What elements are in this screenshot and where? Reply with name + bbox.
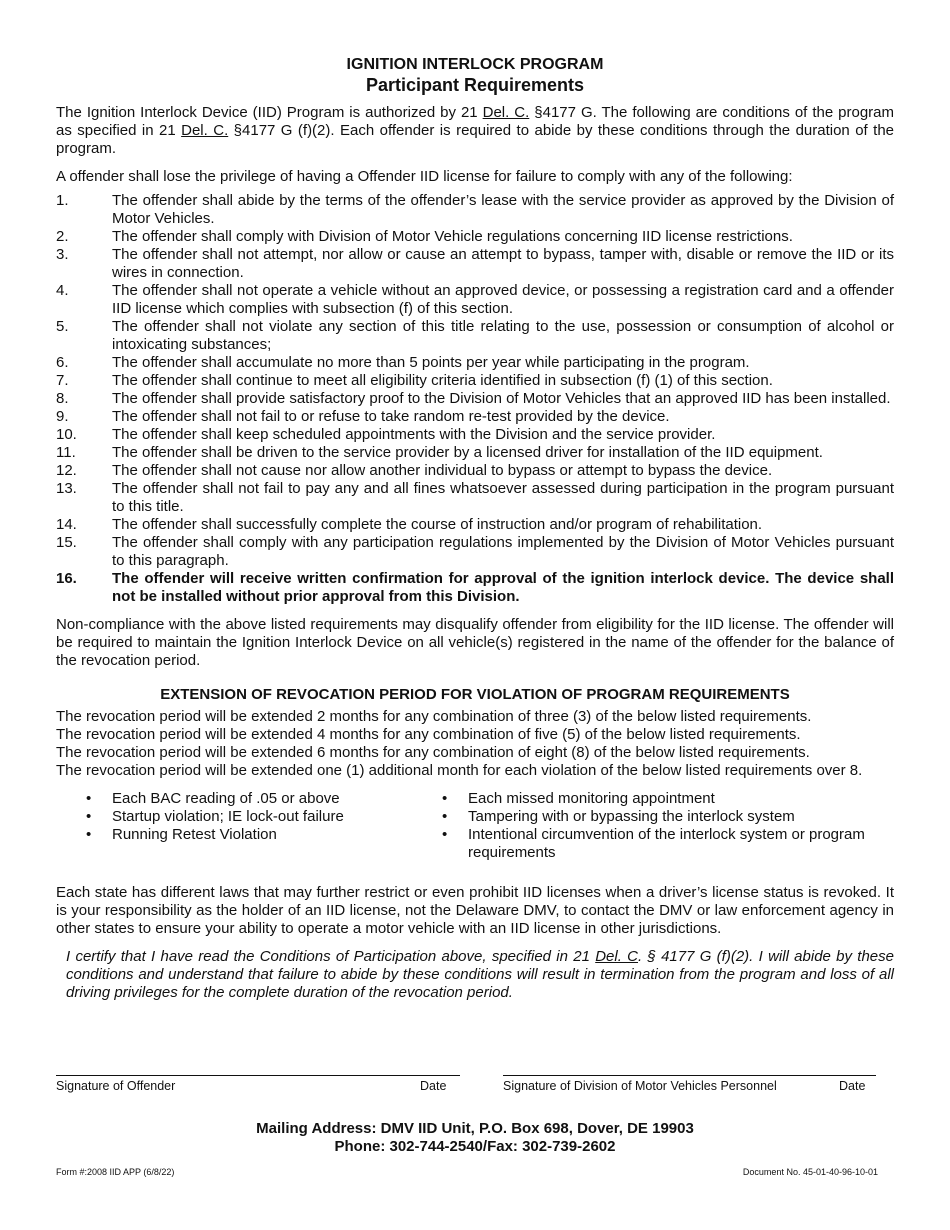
- requirement-item: [56, 228, 894, 246]
- requirement-number: 16.: [56, 570, 77, 587]
- requirement-number: 4.: [56, 282, 69, 299]
- intro-text-3: §4177 G (f)(2). Each offender is required to abide by these conditions through the duration of the program.: [56, 122, 894, 157]
- requirement-number: 1.: [56, 192, 69, 209]
- requirement-item: [56, 534, 894, 570]
- requirement-number: 11.: [56, 444, 76, 461]
- violation-item: • Startup violation; IE lock-out failure: [56, 808, 412, 826]
- extension-line: The revocation period will be extended 4 months for any combination of five (5) of the below listed requirements.: [56, 726, 801, 743]
- citation-del-c-2: Del. C.: [181, 122, 229, 139]
- violation-list-right: [412, 790, 894, 862]
- requirement-item: [56, 570, 894, 606]
- requirement-item: [56, 444, 894, 462]
- extension-line: The revocation period will be extended 6 months for any combination of eight (8) of the below listed requirements.: [56, 744, 810, 761]
- requirement-number: 12.: [56, 462, 77, 479]
- requirement-text: The offender shall successfully complete the course of instruction and/or program of rehabilitation.: [112, 516, 763, 533]
- form-number: Form #:2008 IID APP (6/8/22): [56, 1167, 175, 1177]
- requirement-item: [56, 318, 894, 354]
- requirement-item: [56, 426, 894, 444]
- requirement-item: [56, 408, 894, 426]
- requirement-text: The offender shall keep scheduled appointments with the Division and the service provider.: [112, 426, 716, 443]
- requirement-item: [56, 516, 894, 534]
- violation-item: • Each BAC reading of .05 or above: [56, 790, 412, 808]
- violation-item: • Running Retest Violation: [56, 826, 412, 844]
- offender-signature-label: Signature of Offender: [56, 1079, 176, 1093]
- requirement-number: 8.: [56, 390, 69, 407]
- intro-text-2: §4177 G. The following are conditions of the program as specified in 21: [56, 104, 895, 139]
- requirement-number: 14.: [56, 516, 77, 533]
- requirement-text: The offender shall not fail to or refuse to take random re-test provided by the device.: [112, 408, 670, 425]
- requirement-number: 9.: [56, 408, 69, 425]
- violation-bullets: [56, 790, 894, 862]
- requirement-text: The offender shall not attempt, nor allow or cause an attempt to bypass, tamper with, disable or remove the IID or its wires in connection.: [112, 246, 894, 281]
- signature-row: [56, 1075, 876, 1095]
- requirement-text: The offender shall comply with any participation regulations implemented by the Division of Motor Vehicles pursuant to this paragraph.: [112, 534, 894, 569]
- requirement-text: The offender shall not cause nor allow another individual to bypass or attempt to bypass the device.: [112, 462, 773, 479]
- requirement-text: The offender shall not fail to pay any and all fines whatsoever assessed during participation in the program pursuant to this title.: [112, 480, 894, 515]
- requirement-number: 5.: [56, 318, 69, 335]
- requirement-text: The offender shall be driven to the service provider by a licensed driver for installation of the IID equipment.: [112, 444, 823, 461]
- requirement-text: The offender shall provide satisfactory proof to the Division of Motor Vehicles that an approved IID has been installed.: [112, 390, 891, 407]
- extension-lines: [56, 708, 894, 780]
- dmv-signature-line[interactable]: [503, 1075, 876, 1076]
- requirement-text: The offender shall continue to meet all eligibility criteria identified in subsection (f) (1) of this section.: [112, 372, 773, 389]
- lose-privilege-paragraph: A offender shall lose the privilege of having a Offender IID license for failure to comply with any of the following:: [56, 168, 793, 185]
- extension-line: The revocation period will be extended one (1) additional month for each violation of the below listed requirements over 8.: [56, 762, 863, 779]
- requirement-text: The offender shall abide by the terms of the offender’s lease with the service provider as approved by the Division of Motor Vehicles.: [112, 192, 894, 227]
- state-laws-paragraph: Each state has different laws that may further restrict or even prohibit IID licenses when a driver’s license status is revoked. It is your responsibility as the holder of an IID license, not the Delaware DMV, to contact the DMV or law enforcement agency in other states to ensure your ability to operate a motor vehicle with an IID license in other jurisdictions.: [56, 884, 894, 937]
- extension-line: The revocation period will be extended 2 months for any combination of three (3) of the below listed requirements.: [56, 708, 812, 725]
- page-subtitle: Participant Requirements: [365, 75, 585, 95]
- intro-text-1: The Ignition Interlock Device (IID) Program is authorized by 21: [56, 104, 483, 121]
- requirement-text: The offender shall comply with Division of Motor Vehicle regulations concerning IID license restrictions.: [112, 228, 793, 245]
- requirement-number: 13.: [56, 480, 77, 497]
- requirements-list: [56, 192, 894, 606]
- requirement-number: 10.: [56, 426, 77, 443]
- page-title: IGNITION INTERLOCK PROGRAM: [346, 56, 604, 73]
- requirement-item: [56, 480, 894, 516]
- requirement-item: [56, 372, 894, 390]
- requirement-item: [56, 354, 894, 372]
- certification-text-1: I certify that I have read the Conditions of Participation above, specified in 21: [66, 948, 596, 965]
- document-number: Document No. 45-01-40-96-10-01: [742, 1167, 878, 1177]
- certification-statement: [66, 948, 894, 1002]
- requirement-text: The offender shall not operate a vehicle without an approved device, or possessing a registration card and a offender IID license which complies with subsection (f) of this section.: [112, 282, 894, 317]
- offender-signature-line[interactable]: [56, 1075, 460, 1076]
- violation-item: • Tampering with or bypassing the interlock system: [412, 808, 894, 826]
- requirement-number: 15.: [56, 534, 77, 551]
- requirement-text: The offender will receive written confirmation for approval of the ignition interlock device. The device shall not be installed without prior approval from this Division.: [112, 570, 894, 605]
- requirement-text: The offender shall accumulate no more than 5 points per year while participating in the program.: [112, 354, 750, 371]
- requirement-number: 3.: [56, 246, 69, 263]
- violation-item: • Intentional circumvention of the interlock system or program requirements: [412, 826, 894, 862]
- certification-text-2: . § 4177 G (f)(2). I will abide by these conditions and understand that failure to abide by these conditions will result in termination from the program and loss of all driving privileges for the complete duration of the revocation period.: [66, 948, 894, 1001]
- mailing-address: Mailing Address: DMV IID Unit, P.O. Box 698, Dover, DE 19903: [256, 1120, 694, 1137]
- requirement-item: [56, 246, 894, 282]
- requirement-text: The offender shall not violate any section of this title relating to the use, possession or consumption of alcohol or intoxicating substances;: [112, 318, 894, 353]
- violation-list-left: [56, 790, 412, 862]
- dmv-signature-label: Signature of Division of Motor Vehicles Personnel: [503, 1079, 777, 1093]
- requirement-item: [56, 282, 894, 318]
- offender-date-label: Date: [420, 1079, 447, 1093]
- extension-heading: EXTENSION OF REVOCATION PERIOD FOR VIOLATION OF PROGRAM REQUIREMENTS: [160, 686, 790, 703]
- dmv-date-label: Date: [839, 1079, 866, 1093]
- requirement-item: [56, 192, 894, 228]
- intro-paragraph: [56, 104, 894, 158]
- document-page: [56, 55, 894, 1002]
- requirement-item: [56, 390, 894, 408]
- citation-del-c-1: Del. C.: [482, 104, 530, 121]
- requirement-number: 2.: [56, 228, 69, 245]
- citation-del-c-3: Del. C: [595, 948, 639, 965]
- noncompliance-paragraph: Non-compliance with the above listed requirements may disqualify offender from eligibility for the IID license. The offender will be required to maintain the Ignition Interlock Device on all vehicle(s) registered in the name of the offender for the balance of the revocation period.: [56, 616, 894, 669]
- requirement-item: [56, 462, 894, 480]
- violation-item: • Each missed monitoring appointment: [412, 790, 894, 808]
- requirement-number: 7.: [56, 372, 69, 389]
- requirement-number: 6.: [56, 354, 69, 371]
- phone-fax: Phone: 302-744-2540/Fax: 302-739-2602: [334, 1138, 616, 1155]
